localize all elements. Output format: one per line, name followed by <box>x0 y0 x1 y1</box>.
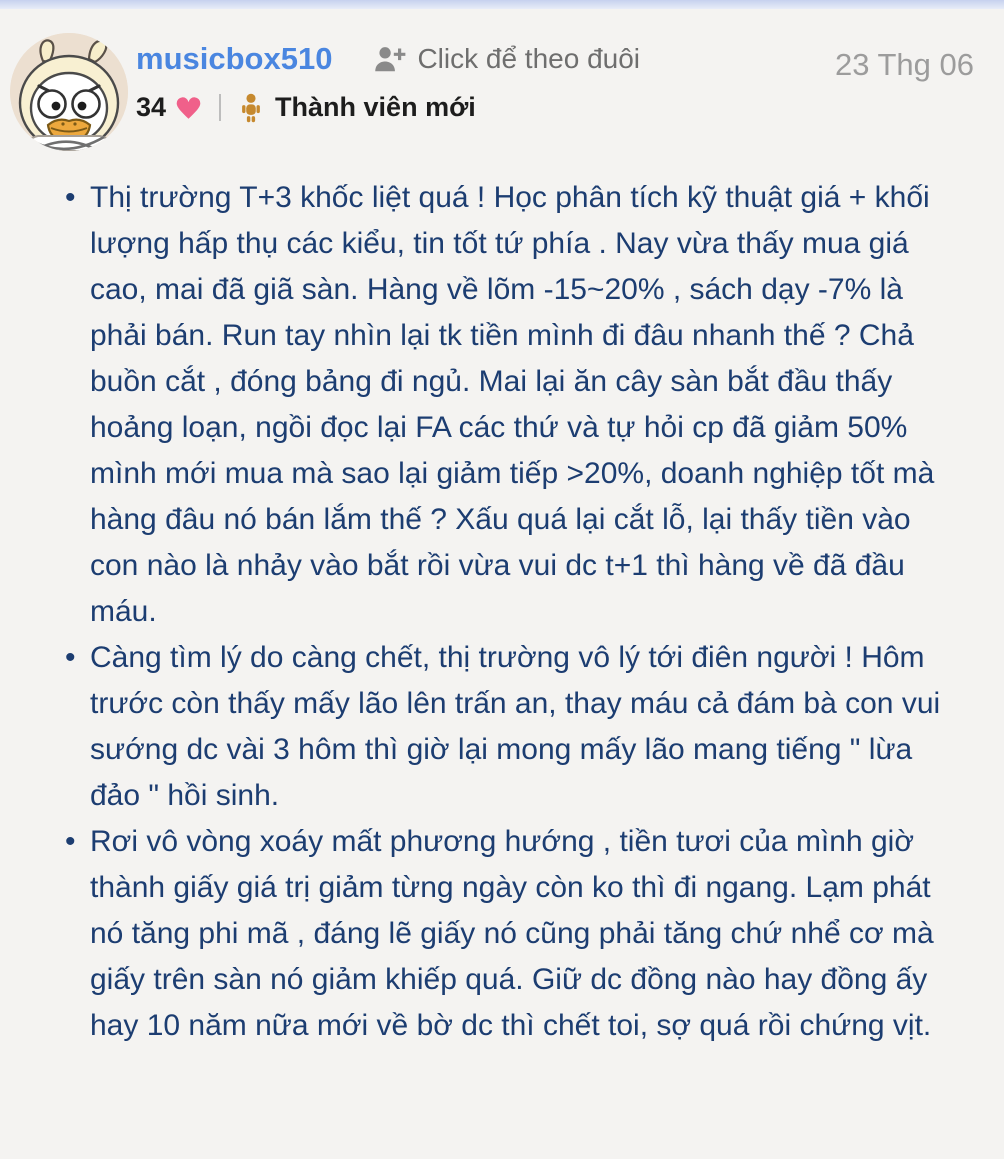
post-body <box>0 159 1004 1049</box>
person-add-icon <box>374 45 406 73</box>
likes-count: 34 <box>136 92 167 122</box>
username-link[interactable]: musicbox510 <box>136 41 333 76</box>
top-accent-strip <box>0 0 1004 9</box>
badge-row <box>136 92 640 123</box>
likes <box>136 92 202 123</box>
comment-header <box>0 9 1004 159</box>
follow-button[interactable] <box>374 43 640 75</box>
member-badge-label: Thành viên mới <box>275 92 476 122</box>
user-avatar[interactable] <box>10 33 128 151</box>
post-bullet: • Càng tìm lý do càng chết, thị trường vô lý tới điên người ! Hôm trước còn thấy mấy lão lên trấn an, thay máu cả đám bà con vui sướng dc vài 3 hôm thì giờ lại mong mấy lão mang tiếng " lừa đảo " hồi sinh. <box>65 635 956 819</box>
post-bullet-list <box>65 175 964 1049</box>
baby-icon <box>238 93 264 123</box>
follow-label: Click để theo đuôi <box>417 43 641 74</box>
heart-icon <box>175 95 202 120</box>
post-date: 23 Thg 06 <box>834 47 974 82</box>
user-info <box>136 41 640 123</box>
angry-duck-avatar-icon <box>10 33 128 151</box>
post-bullet: • Thị trường T+3 khốc liệt quá ! Học phân tích kỹ thuật giá + khối lượng hấp thụ các kiểu, tin tốt tứ phía . Nay vừa thấy mua giá cao, mai đã giã sàn. Hàng về lõm -15~20% , sách dạy -7% là phải bán. Run tay nhìn lại tk tiền mình đi đâu nhanh thế ? Chả buồn cắt , đóng bảng đi ngủ. Mai lại ăn cây sàn bắt đầu thấy hoảng loạn, ngồi đọc lại FA các thứ và tự hỏi cp đã giảm 50% mình mới mua mà sao lại giảm tiếp >20%, doanh nghiệp tốt mà hàng đâu nó bán lắm thế ? Xấu quá lại cắt lỗ, lại thấy tiền vào con nào là nhảy vào bắt rồi vừa vui dc t+1 thì hàng về đã đầu máu. <box>65 175 956 635</box>
post-bullet: • Rơi vô vòng xoáy mất phương hướng , tiền tươi của mình giờ thành giấy giá trị giảm từng ngày còn ko thì đi ngang. Lạm phát nó tăng phi mã , đáng lẽ giấy nó cũng phải tăng chứ nhể cơ mà giấy trên sàn nó giảm khiếp quá. Giữ dc đồng nào hay đồng ấy hay 10 năm nữa mới về bờ dc thì chết toi, sợ quá rồi chứng vịt. <box>65 819 956 1049</box>
divider <box>219 94 221 121</box>
member-badge <box>238 92 476 123</box>
